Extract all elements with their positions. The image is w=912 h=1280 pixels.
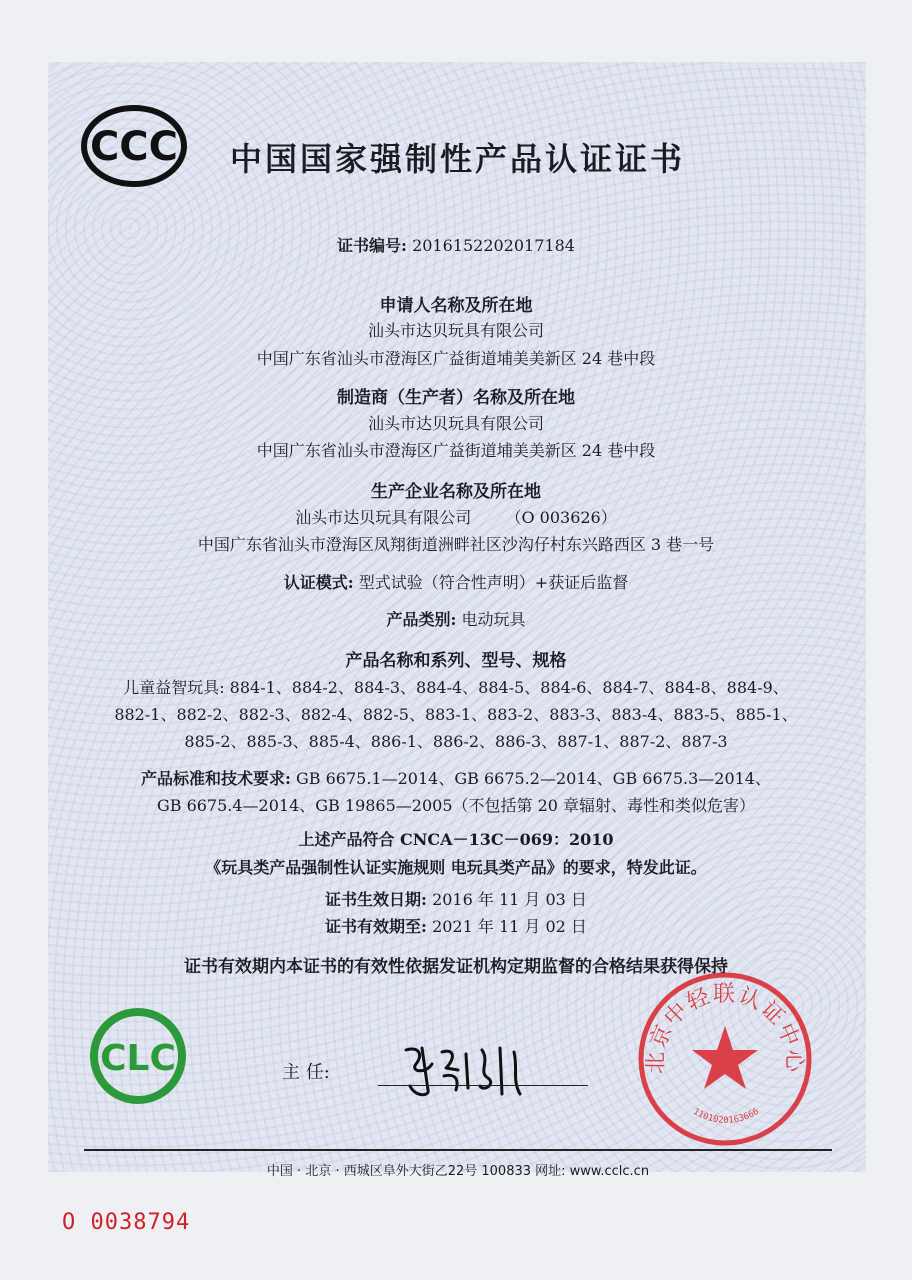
products-line: 885-2、885-3、885-4、886-1、886-2、886-3、887-1、887-2、887-3 [184,732,728,751]
seal-text: 北京中轻联认证中心 [643,981,807,1075]
certificate-title: 中国国家强制性产品认证证书 [230,140,686,178]
seal-star-icon [692,1026,758,1089]
manufacturer-address: 中国广东省汕头市澄海区广益街道埔美美新区 24 巷中段 [256,441,656,460]
certification-mode-row [60,570,852,593]
certificate-number: 2016152202017184 [412,236,575,255]
products-heading: 产品名称和系列、型号、规格 [345,651,567,671]
factory-code: （O 003626） [505,508,617,527]
manufacturer-name: 汕头市达贝玩具有限公司 [367,414,544,433]
certificate-number-row [60,233,852,256]
footer-address: 中国 · 北京 · 西城区阜外大街乙22号 100833 网址: www.cclc.cn [266,1164,650,1179]
standards-label: 产品标准和技术要求: [140,769,291,788]
issue-date-label: 证书生效日期: [325,890,427,909]
certification-mode-value: 型式试验（符合性声明）+获证后监督 [358,573,629,592]
applicant-address: 中国广东省汕头市澄海区广益街道埔美美新区 24 巷中段 [256,349,656,368]
applicant-name: 汕头市达贝玩具有限公司 [367,321,544,340]
issue-date-value: 2016 年 11 月 03 日 [432,890,587,909]
official-seal [636,970,814,1148]
factory-heading: 生产企业名称及所在地 [371,482,541,502]
factory-name-row [60,505,852,528]
director-signature [396,1038,566,1100]
signature-line [378,1085,588,1086]
issue-date-row [60,887,852,910]
validity-note: 证书有效期内本证书的有效性依据发证机构定期监督的合格结果获得保持 [184,957,728,977]
director-label: 主 任: [282,1062,330,1083]
standards-line-1: GB 6675.1—2014、GB 6675.2—2014、GB 6675.3—2014、 [296,769,771,788]
expiry-date-value: 2021 年 11 月 02 日 [432,917,587,936]
certification-mode-label: 认证模式: [283,573,354,592]
factory-address: 中国广东省汕头市澄海区凤翔街道洲畔社区沙沟仔村东兴路西区 3 巷一号 [197,535,715,554]
footer-divider [84,1149,832,1151]
conformity-rules: 《玩具类产品强制性认证实施规则 电玩具类产品》的要求，特发此证。 [205,858,707,877]
conformity-statement: 上述产品符合 CNCA－13C－069：2010 [298,830,614,849]
clc-logo [88,1006,188,1106]
ccc-logo-text: CCC [89,124,179,170]
seal-number: 1101020163666 [691,1106,761,1126]
expiry-date-label: 证书有效期至: [325,917,427,936]
product-category-label: 产品类别: [386,610,457,629]
serial-number: O 0038794 [62,1210,191,1235]
manufacturer-heading: 制造商（生产者）名称及所在地 [337,388,575,408]
expiry-date-row [60,914,852,937]
factory-name: 汕头市达贝玩具有限公司 [295,508,472,527]
certificate-number-label: 证书编号: [337,236,407,255]
standards-row [60,766,852,789]
products-line: 儿童益智玩具: 884-1、884-2、884-3、884-4、884-5、884-6、884-7、884-8、884-9、 [123,678,789,697]
product-category-row [60,607,852,630]
standards-line-2: GB 6675.4—2014、GB 19865—2005（不包括第 20 章辐射、毒性和类似危害） [156,796,756,815]
svg-text:1101020163666 [691,1107,761,1126]
clc-logo-text: CLC [100,1038,176,1079]
products-line: 882-1、882-2、882-3、882-4、882-5、883-1、883-2、883-3、883-4、883-5、885-1、 [114,705,798,724]
ccc-logo [80,104,188,188]
product-category-value: 电动玩具 [461,610,526,629]
applicant-heading: 申请人名称及所在地 [379,296,533,316]
